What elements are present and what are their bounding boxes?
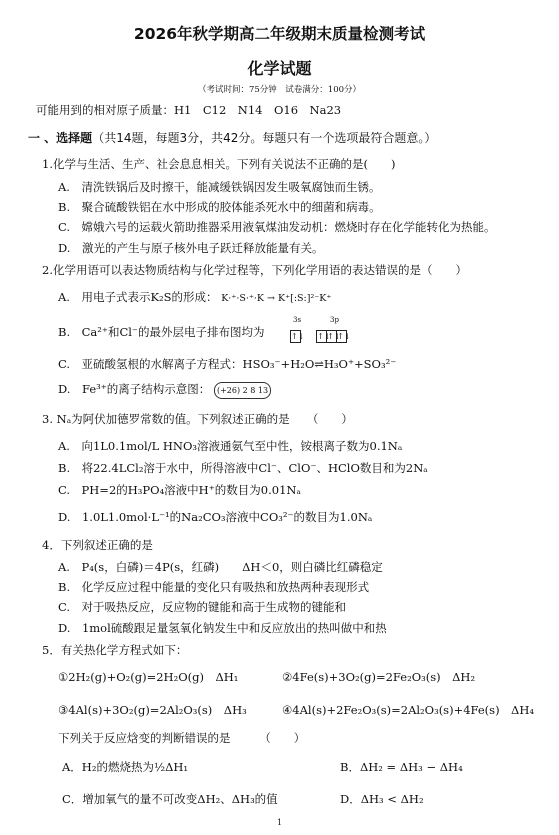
q3-option-d: D. 1.0L1.0mol·L⁻¹的Na₂CO₃溶液中CO₃²⁻的数目为1.0Nₐ [58,510,373,524]
orbital-3p-label: 3p [330,316,339,324]
q3-option-a: A. 向1L0.1mol/L HNO₃溶液通氨气至中性，铵根离子数为0.1Nₐ [58,439,403,453]
orbital-3s-box: ↑↓ [291,332,305,341]
q2-option-a [58,290,331,306]
q2-electron-formula: K·⁺·S·⁺·K → K⁺[:S:]²⁻K⁺ [221,293,332,304]
atomic-masses: 可能用到的相对原子质量：H1 C12 N14 O16 Na23 [36,103,342,117]
q2-option-c: C. 亚硫酸氢根的水解离子方程式：HSO₃⁻+H₂O⇌H₃O⁺+SO₃²⁻ [58,357,397,371]
q1-option-b: B. 聚合硫酸铁铝在水中形成的胶体能杀死水中的细菌和病毒。 [58,200,381,214]
q4-option-a: A. P₄(s，白磷)＝4P(s，红磷) ΔH＜0，则白磷比红磷稳定 [58,560,383,574]
q2-option-d-text: D. Fe³⁺的离子结构示意图： [58,382,211,396]
q1-option-a: A. 清洗铁锅后及时擦干，能减缓铁锅因发生吸氧腐蚀而生锈。 [58,180,381,194]
exam-info: （考试时间：75分钟 试卷满分：100分） [197,85,362,95]
q5-equation-3: ③4Al(s)+3O₂(g)=2Al₂O₃(s) ΔH₃ [58,703,247,717]
q1-option-c: C. 嫦娥六号的运载火箭助推器采用液氧煤油发动机：燃烧时存在化学能转化为热能。 [58,220,496,234]
section-desc: （共14题，每题3分，共42分。每题只有一个选项最符合题意。） [92,131,437,145]
q4-stem: 4．下列叙述正确的是 [42,538,153,552]
q3-option-c: C. PH=2的H₃PO₄溶液中H⁺的数目为0.01Nₐ [58,483,301,497]
q5-option-b: B．ΔH₂ = ΔH₃ − ΔH₄ [340,760,463,774]
subject-title: 化学试题 [247,59,312,78]
q4-option-c: C. 对于吸热反应，反应物的键能和高于生成物的键能和 [58,600,347,614]
section-heading [28,131,436,146]
q1-stem: 1.化学与生活、生产、社会息息相关。下列有关说法不正确的是( ) [42,157,396,171]
q5-option-a: A．H₂的燃烧热为½ΔH₁ [62,760,189,774]
orbital-3s-label: 3s [293,316,302,324]
orbital-3p-box-2: ↑↓ [327,332,341,341]
page-number: 1 [276,818,283,827]
q5-equation-2: ②4Fe(s)+3O₂(g)=2Fe₂O₃(s) ΔH₂ [282,670,476,684]
orbital-3p-box-1: ↑↓ [317,332,331,341]
q2-option-d [58,382,271,399]
exam-title: 2026年秋学期高二年级期末质量检测考试 [133,25,426,43]
q2-option-a-text: A. 用电子式表示K₂S的形成： [58,290,218,304]
q4-option-d: D. 1mol硫酸跟足量氢氧化钠发生中和反应放出的热叫做中和热 [58,621,387,635]
q5-ask: 下列关于反应焓变的判断错误的是 （ ） [58,731,306,745]
q5-equation-1: ①2H₂(g)+O₂(g)=2H₂O(g) ΔH₁ [58,670,239,684]
q5-equation-4: ④4Al(s)+2Fe₂O₃(s)=2Al₂O₃(s)+4Fe(s) ΔH₄ [282,703,535,717]
q1-option-d: D. 激光的产生与原子核外电子跃迁释放能量有关。 [58,241,324,255]
q2-option-b-text: B. Ca²⁺和Cl⁻的最外层电子排布图均为 [58,325,265,339]
q3-stem: 3. Nₐ为阿伏加德罗常数的值。下列叙述正确的是 （ ） [42,412,353,426]
q4-option-b: B. 化学反应过程中能量的变化只有吸热和放热两种表现形式 [58,580,370,594]
q2-option-b [58,325,265,340]
q5-stem: 5．有关热化学方程式如下： [42,643,188,657]
fe-ion-structure-diagram: (+26) 2 8 13 [214,382,271,399]
q5-option-d: D．ΔH₃ < ΔH₂ [340,792,424,806]
q2-stem: 2.化学用语可以表达物质结构与化学过程等，下列化学用语的表达错误的是（ ） [42,263,467,277]
q3-option-b: B. 将22.4LCl₂溶于水中，所得溶液中Cl⁻、ClO⁻、HClO数目和为2Nₐ [58,461,428,475]
q5-option-c: C．增加氧气的量不可改变ΔH₂、ΔH₃的值 [62,792,278,806]
section-label: 一 、选择题 [28,131,93,145]
orbital-3p-box-3: ↑↓ [337,332,351,341]
